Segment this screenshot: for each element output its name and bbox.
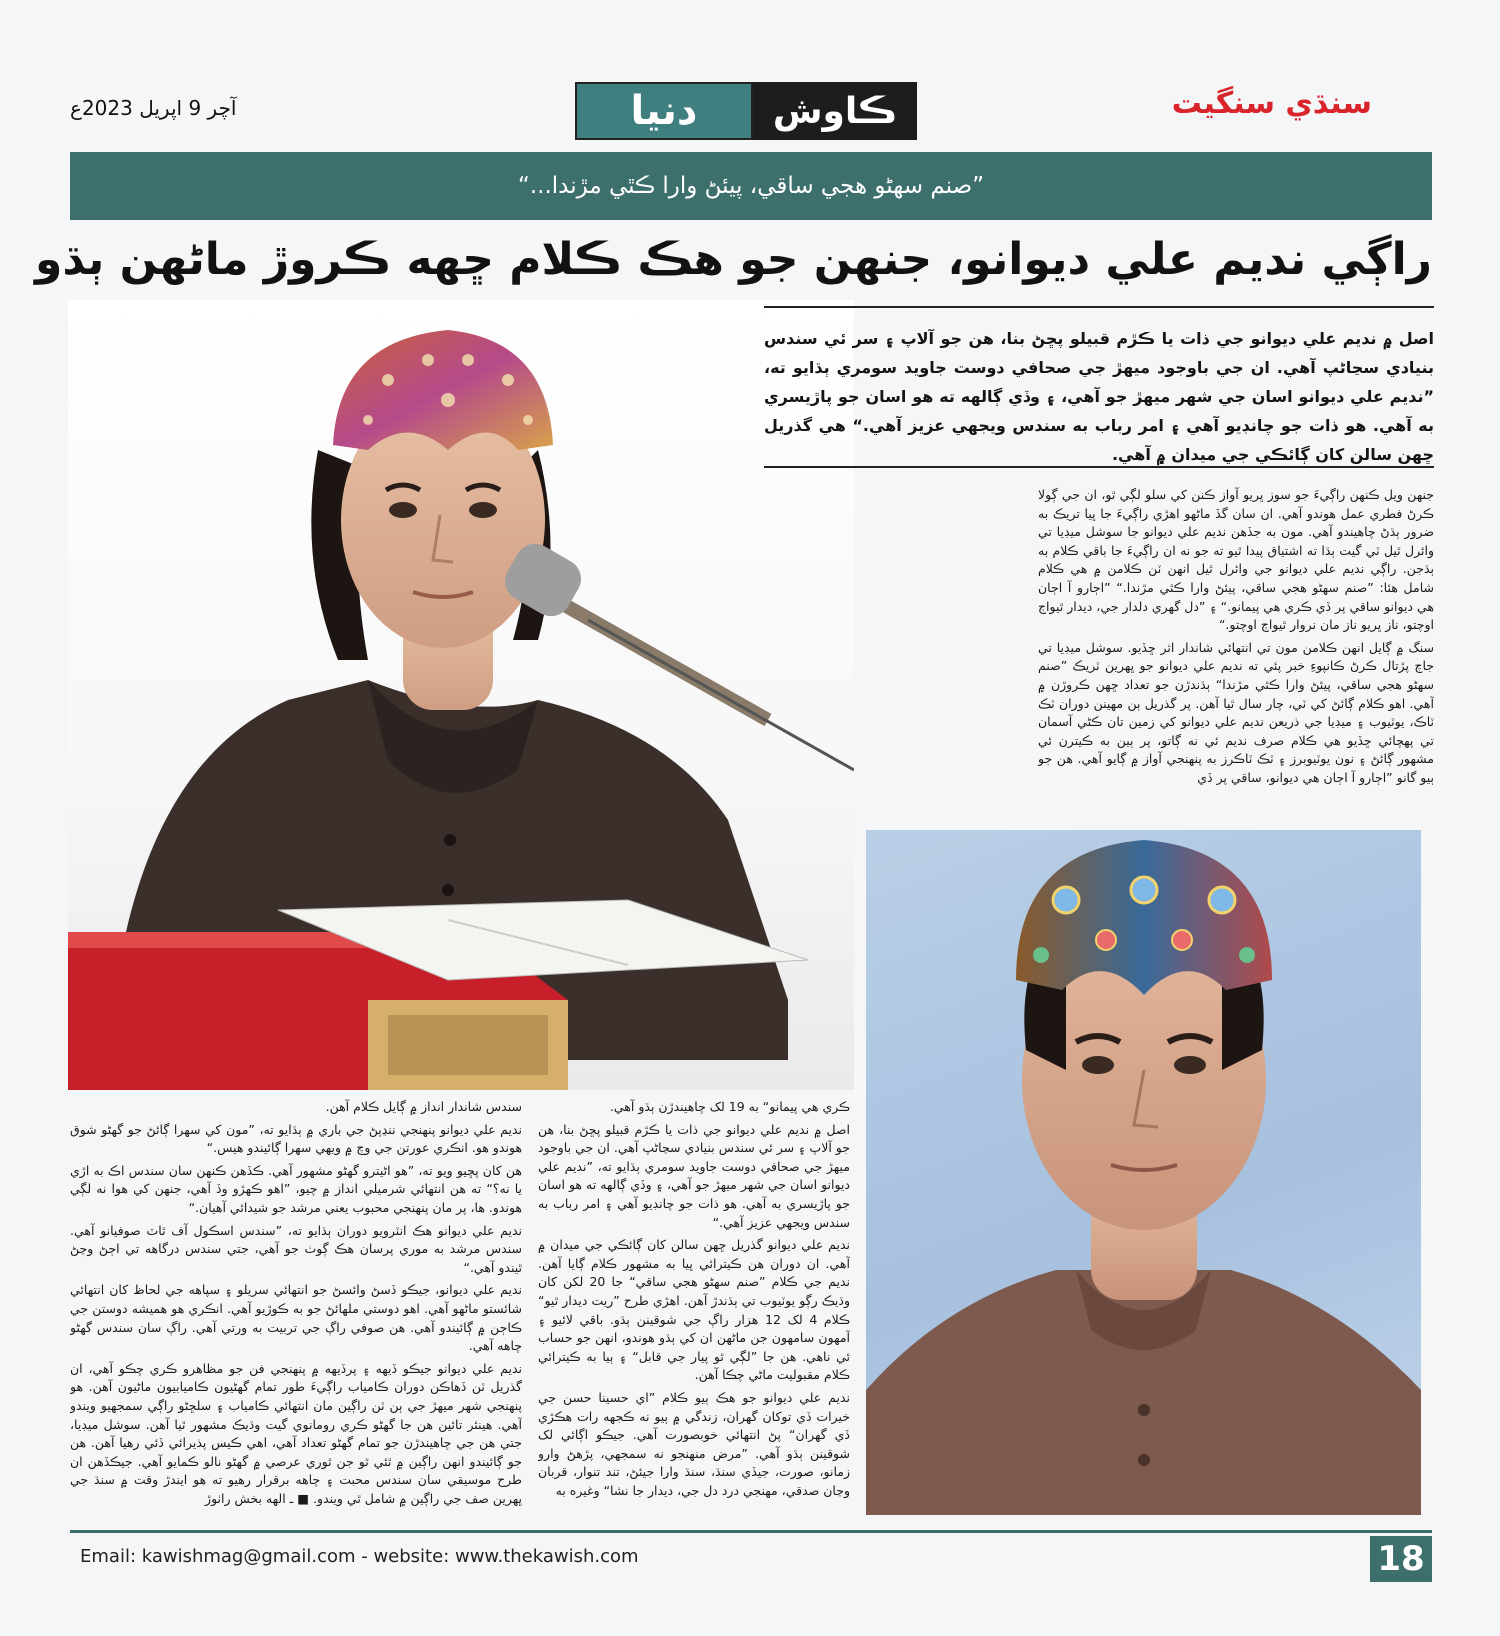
column-paragraph: جنهن ويل ڪنهن راڳيءَ جو سوز ڀريو آواز ڪنن کي سلو لڳي ٿو، ان جي ڳولا ڪرڻ فطري عمل هوندو آهي. ان سان گڏ ماڻهو اهڙي راڳيءَ جا ڀيا تريڪ به ضرور ٻڌڻ چاهيندو آهي. مون به جڏهن نديم علي ديوانو جا سوشل ميڊيا تي وائرل ٿيل ٽي گيت ٻڌا ته اشتياق پيدا ٿيو ته جو نه ان راڳيءَ جا باقي ڪلام به ٻڌجن. راڳي نديم علي ديوانو جي وائرل ٿيل انهن ٽن ڪلامن ۾ هي ڪلام شامل هئا: ”صنم سهڻو هجي ساقي، پيئڻ وارا ڪٿي مڙندا.“ ”اڄارو آ اڄان هي ديوانو ساقي پر ڏي ڪري هي پيمانو.“ ۽ ”دل گهري دلدار جي، ديدار ٿيواڄ اوچتو، ناز ڀريو ناز مان نروار ٿيواڄ اوچتو.“ (1038, 487, 1434, 633)
page-number: 18 (1370, 1536, 1432, 1582)
column-paragraph: اصل ۾ نديم علي ديوانو جي ذات يا ڪڙم قبيلو پڇڻ بنا، هن جو آلاپ ۽ سر ئي سندس بنيادي سڃاڻپ آهي. ان جي باوجود ميهڙ جي صحافي دوست جاويد سومري ٻڌايو ته، ”نديم علي ديوانو اسان جي شهر ميهڙ جو آهي، ۽ وڏي ڳالهه ته هو اسان جو پاڙيسري به آهي. هو ذات جو چانڊيو آهي ۽ امر رباب به سندس ويجهي عزيز آهي.“ (538, 1121, 850, 1230)
footer-contact: Email: kawishmag@gmail.com - website: www.thekawish.com (80, 1546, 639, 1567)
column-paragraph: نديم علي ديوانو جو هڪ ٻيو ڪلام ”اي حسينا حسن جي خيرات ڏي توکان گهران، زندگي ۾ ٻيو نه ڪجهه رات هڪڙي ڏي گهران“ پڻ انتهائي خوبصورت آهي. جيڪو اڳائي لک شوقينن ٻڌو آهي. ”مرض منهنجو نه سمجهي، پڙهڻ وارو زمانو، صورت، جيڏي سنڌ، سنڌ وارا جيئڻ، تند تنوار، قربان وڃان صدقي، مهنجي درد دل جي، ديدار جا نشا“ وغيره به (538, 1389, 850, 1498)
column-paragraph: سندس شاندار انداز ۾ ڳايل ڪلام آهن. (325, 1099, 522, 1114)
singer-microphone-photo (68, 300, 854, 1090)
column-paragraph: نديم علي ديوانو هڪ انٽرويو دوران ٻڌايو ته، ”سندس اسڪول آف ٿاٽ صوفيانو آهي. سندس مرشد به موري پرسان هڪ ڳوٺ جو آهي، جتي سندس درگاهه تي اڄڻ وڃڻ ٿيندو آهي.“ (70, 1222, 522, 1275)
column-paragraph: نديم علي ديوانو، جيڪو ڏسڻ وائسڻ جو انتهائي سريلو ۽ سپاهه جي لحاظ کان انتهائي شائستو ماڻهو آهي. اهو دوستي ملهائڻ جو به ڪوڙيو آهي. انڪري هو هميشه دوستن جي ڪاڄن ۾ ڳائيندو آهي. هن صوفي راڳ جي تربيت به ورتي آهي. راڳ سان سندس گهڻو چاهه آهي. (70, 1282, 522, 1354)
column-paragraph: نديم علي ديوانو پنهنجي ننڍپڻ جي باري ۾ ٻڌايو ته، ”مون کي سهرا ڳائڻ جو گهڻو شوق هوندو هو. انڪري عورتن جي وچ ۾ ويهي سهرا ڳائيندو هيس.“ (70, 1121, 522, 1156)
intro-paragraph: اصل ۾ نديم علي ديوانو جي ذات يا ڪڙم قبيلو پڇڻ بنا، هن جو آلاپ ۽ سر ئي سندس بنيادي سڃاڻپ آهي. ان جي باوجود ميهڙ جي صحافي دوست جاويد سومري ٻڌايو ته، ”نديم علي ديوانو اسان جي شهر ميهڙ جو آهي، ۽ وڏي ڳالهه ته هو اسان جو پاڙيسري به آهي. هو ذات جو چانڊيو آهي ۽ امر رباب به سندس ويجهي عزيز آهي.“ هي گذريل ڇهن سالن کان ڳائڪي جي ميدان ۾ آهي. (764, 329, 1434, 464)
intro-box (764, 306, 1434, 468)
column-middle (538, 1098, 850, 1518)
singer-portrait-photo (866, 830, 1421, 1515)
singer-illustration (68, 300, 854, 1090)
section-name: سنڌي سنگيت (1171, 86, 1372, 121)
column-right-top (1038, 486, 1434, 816)
column-paragraph: هن کان پڇيو ويو ته، ”هو اڻيترو گهڻو مشهور آهي. ڪڏهن ڪنهن سان سندس اڪ به اڙي يا نه؟“ ته هن انتهائي شرميلي انداز ۾ چيو، ”اهو ڪهڙو وڏ آهي، جنهن کي هوا نه لڳي هوندو. ها، پر مان پنهنجي محبوب يعني مرشد جو شيدائي آهيان.“ (70, 1162, 522, 1215)
footer-rule (70, 1530, 1432, 1533)
masthead-kawish: ڪاوش (753, 82, 917, 140)
issue-date: آچر 9 اپريل 2023ع (70, 96, 237, 120)
article-headline: راڳي نديم علي ديوانو، جنهن جو هڪ ڪلام ڇهه ڪروڙ ماڻهن ٻڌو (35, 234, 1432, 285)
column-paragraph: نديم علي ديوانو گذريل ڇهن سالن کان ڳائڪي جي ميدان ۾ آهي. ان دوران هن ڪيترائي ڀيا به مشهور ڪلام ڳايا آهن. نديم جي ڪلام ”صنم سهڻو هجي ساقي“ جا 20 لکن کان وڌيڪ رڳو يوٽيوب تي ٻڌندڙ آهن. اهڙي طرح ”ريت ديدار ٿيو“ ڪلام 4 لک 12 هزار راڳ جي شوقينن ٻڌو. باقي لائيو ۽ آمهون سامهون جن ماڻهن ان کي ٻڌو هوندو، انهن جو حساب ئي ناهي. هن جا ”لڳي ٿو پيار جي قابل“ ۽ ٻيا به ڪيترائي ڪلام مقبوليت ماڻي چڪا آهن. (538, 1237, 850, 1383)
masthead-dunya: دنيا (575, 82, 753, 140)
column-paragraph: ڪري هي پيمانو“ به 19 لک چاهيندڙن ٻڌو آهي. (609, 1099, 850, 1114)
column-paragraph: نديم علي ديوانو جيڪو ڏيهه ۽ پرڏيهه ۾ پنهنجي فن جو مظاهرو ڪري چڪو آهي، ان گذريل ٽن ڏهاڪن دوران ڪامياب راڳيءَ طور تمام گهڻيون ڪاميابيون ماڻيون آهن. هو پنهنجي شهر ميهڙ جي ٻن ٽن راڳين مان انتهائي ڪامياب ۽ سلڇڻو راڳي سمجهيو ويندو آهي. هينئر تائين هن جا گهڻو ڪري رومانوي گيت وڌيڪ مشهور ٿيا آهن. سوشل ميڊيا، جتي هن جي چاهيندڙن جو تمام گهڻو تعداد آهي، اهي ڪيس پذيرائي ڏئي رهيا آهن. هن جو ڳائيندو انهن راڳين ۾ ٿئي ٿو جن ٿوري عرصي ۾ گهڻو نالو ڪمايو آهي. جيڪڏهن ان طرح موسيقي سان سندس محبت ۽ چاهه برقرار رهيو ته هو ايندڙ وقت ۾ سنڌ جي ڀهرين صف جي راڳين ۾ شامل ٿي ويندو. ■ ـ الهه بخش راٺوڙ (70, 1360, 522, 1506)
column-left (70, 1098, 522, 1518)
masthead-logo (575, 82, 917, 140)
quote-banner: ”صنم سهڻو هجي ساقي، پيئڻ وارا ڪٿي مڙندا...“ (70, 152, 1432, 220)
column-paragraph: سنگ ۾ ڳايل انهن ڪلامن مون تي انتهائي شاندار اثر ڇڏيو. سوشل ميڊيا تي جاچ پڙتال ڪرڻ ڪانپوءِ خبر پئي ته نديم علي ديوانو جو ڀهرين ٽريڪ ”صنم سهڻو هجي ساقي، پيئڻ وارا ڪٿي مڙندا“ ٻڌندڙن جو تعداد ڇهن ڪروڙن ۾ آهي. اهو ڪلام ڳائڻ کي ٽي، چار سال ٿيا آهن. پر گذريل ٻن مهينن دوران ٽڪ ٽاڪ، يوٽيوب ۽ ميڊيا جي ذريعن نديم علي ديوانو کي زمين تان ڪڻي آسمان تي پهچائي ڇڏيو هي ڪلام صرف نديم ئي نه ڳاتو، پر ٻين به ڪيترن ئي مشهور ڳائڻ ۽ نون يوٽيوبرز ۽ ٽڪ ٽاڪرز به پنهنجي آواز ۾ ڳايو آهي. هن جو ٻيو گانو ”اڄارو آ اڄان هي ديوانو، ساقي پر ڏي (1038, 639, 1434, 785)
portrait-illustration (866, 830, 1421, 1515)
